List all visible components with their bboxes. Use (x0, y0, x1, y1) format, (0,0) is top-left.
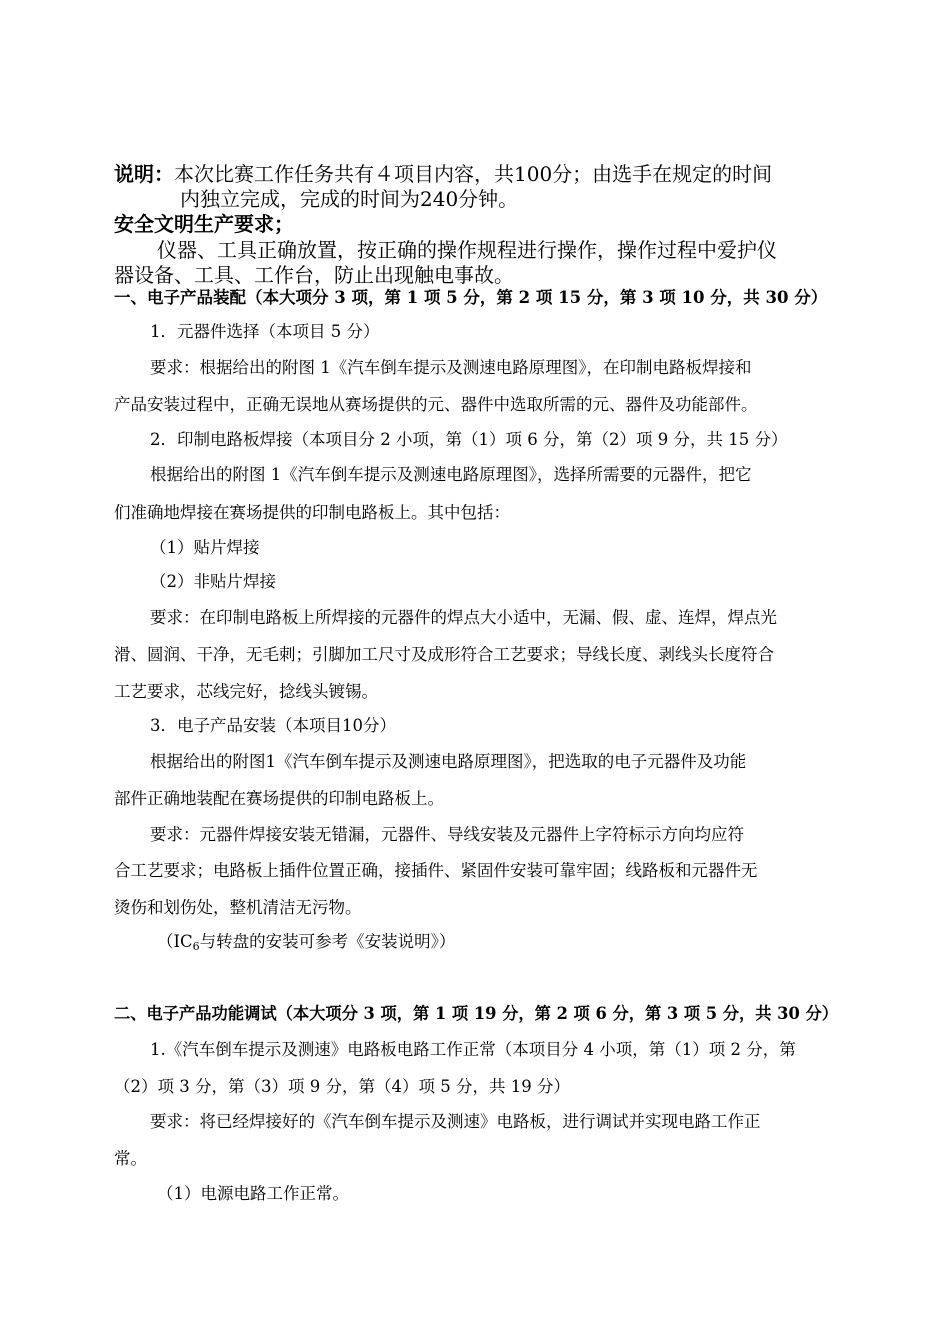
safety-line-1: 仪器、工具正确放置，按正确的操作规程进行操作，操作过程中爱护仪 (157, 238, 777, 262)
item2-req-line-3: 工艺要求，芯线完好，捻线头镀锡。 (114, 682, 378, 701)
item2-req-line-2: 滑、圆润、干净，无毛刺；引脚加工尺寸及成形符合工艺要求；导线长度、剥线头长度符合 (114, 645, 774, 664)
item3-req-line-1: 要求：元器件焊接安装无错漏，元器件、导线安装及元器件上字符标示方向均应符 (150, 825, 744, 844)
safety-line-2: 器设备、工具、工作台，防止出现触电事故。 (114, 263, 514, 287)
s2-item1-title-line-2: （2）项 3 分，第（3）项 9 分，第（4）项 5 分，共 19 分） (114, 1077, 570, 1096)
item2-desc-line-2: 们准确地焊接在赛场提供的印制电路板上。其中包括： (114, 503, 510, 522)
safety-heading: 安全文明生产要求； (114, 212, 294, 236)
section1-heading: 一、电子产品装配（本大项分 3 项，第 1 项 5 分，第 2 项 15 分，第 3 项 10 分，共 30 分） (114, 288, 828, 307)
item3-req-line-3: 烫伤和划伤处，整机清洁无污物。 (114, 898, 362, 917)
item2-desc-line-1: 根据给出的附图 1《汽车倒车提示及测速电路原理图》，选择所需要的元器件，把它 (150, 465, 752, 484)
item2-req-line-1: 要求：在印制电路板上所焊接的元器件的焊点大小适中，无漏、假、虚、连焊，焊点光 (150, 608, 777, 627)
section2-heading: 二、电子产品功能调试（本大项分 3 项，第 1 项 19 分，第 2 项 6 分，第 3 项 5 分，共 30 分） (114, 1004, 838, 1023)
item1-req-line-1: 要求：根据给出的附图 1《汽车倒车提示及测速电路原理图》，在印制电路板焊接和 (150, 358, 752, 377)
s2-item1-title-line-1: 1.《汽车倒车提示及测速》电路板电路工作正常（本项目分 4 小项，第（1）项 2 分，第 (150, 1040, 796, 1059)
intro-text-1: 本次比赛工作任务共有４项目内容，共100分；由选手在规定的时间 (174, 162, 773, 186)
item1-title: 1．元器件选择（本项目 5 分） (150, 322, 380, 341)
item3-req-line-2: 合工艺要求；电路板上插件位置正确，接插件、紧固件安装可靠牢固；线路板和元器件无 (114, 861, 758, 880)
s2-item1-req-line-1: 要求：将已经焊接好的《汽车倒车提示及测速》电路板，进行调试并实现电路工作正 (150, 1112, 761, 1131)
item2-sub-2: （2）非贴片焊接 (150, 572, 276, 591)
note-subscript: 6 (192, 940, 200, 953)
intro-line-2: 内独立完成，完成的时间为240分钟。 (180, 187, 519, 211)
item2-sub-1: （1）贴片焊接 (150, 538, 260, 557)
s2-item1-req-line-2: 常。 (114, 1149, 147, 1168)
note-rest: 与转盘的安装可参考《安装说明》） (199, 932, 456, 951)
item3-note (157, 934, 455, 951)
note-open: （IC (157, 932, 193, 951)
item2-title: 2．印制电路板焊接（本项目分 2 小项，第（1）项 6 分，第（2）项 9 分，共 15 分） (150, 430, 788, 449)
item3-title: 3．电子产品安装（本项目10分） (150, 716, 396, 735)
s2-item1-sub-1: （1）电源电路工作正常。 (157, 1184, 349, 1203)
item1-req-line-2: 产品安装过程中，正确无误地从赛场提供的元、器件中选取所需的元、器件及功能部件。 (114, 395, 758, 414)
item3-desc-line-2: 部件正确地装配在赛场提供的印制电路板上。 (114, 789, 444, 808)
item3-desc-line-1: 根据给出的附图1《汽车倒车提示及测速电路原理图》，把选取的电子元器件及功能 (150, 752, 747, 771)
intro-line-1 (114, 164, 772, 184)
intro-label: 说明： (114, 162, 174, 186)
